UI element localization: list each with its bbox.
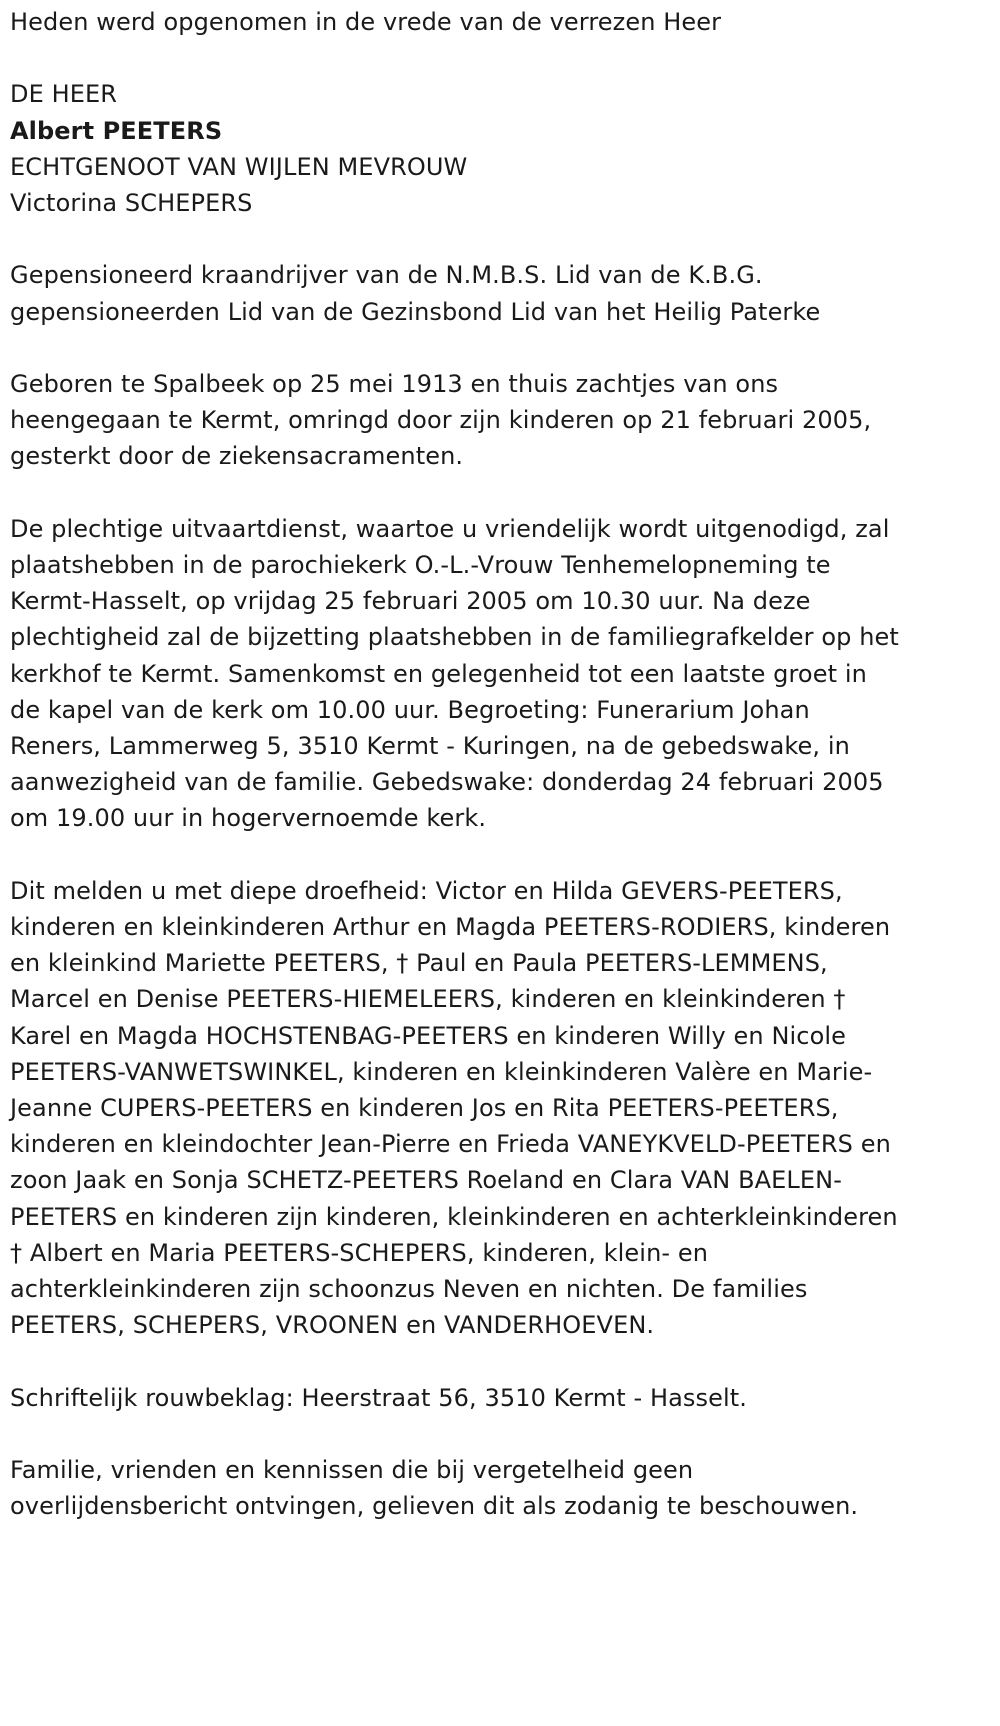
family-line: zoon Jaak en Sonja SCHETZ-PEETERS Roeland en Clara VAN BAELEN- [10,1166,842,1195]
family-line: achterkleinkinderen zijn schoonzus Neven en nichten. De families [10,1275,808,1304]
condolences-address: Schriftelijk rouwbeklag: Heerstraat 56, 3510 Kermt - Hasselt. [10,1383,747,1412]
closing-line: Familie, vrienden en kennissen die bij vergetelheid geen [10,1456,694,1485]
condolences-section [10,1380,990,1416]
funeral-section [10,511,990,837]
spouse-name: Victorina SCHEPERS [10,189,253,217]
intro-text: Heden werd opgenomen in de vrede van de verrezen Heer [10,8,722,36]
family-line: PEETERS-VANWETSWINKEL, kinderen en kleinkinderen Valère en Marie- [10,1057,873,1086]
occupation-line: Gepensioneerd kraandrijver van de N.M.B.S. Lid van de K.B.G. [10,261,763,290]
deceased-section [10,76,990,221]
closing-section [10,1452,990,1524]
birth-death-line: Geboren te Spalbeek op 25 mei 1913 en thuis zachtjes van ons [10,369,779,398]
occupation-line: gepensioneerden Lid van de Gezinsbond Lid van het Heilig Paterke [10,297,821,326]
funeral-line: plaatshebben in de parochiekerk O.-L.-Vrouw Tenhemelopneming te [10,550,831,579]
family-line: Dit melden u met diepe droefheid: Victor en Hilda GEVERS-PEETERS, [10,876,843,905]
funeral-line: Kermt-Hasselt, op vrijdag 25 februari 2005 om 10.30 uur. Na deze [10,587,811,616]
funeral-line: De plechtige uitvaartdienst, waartoe u vriendelijk wordt uitgenodigd, zal [10,514,890,543]
birth-death-line: gesterkt door de ziekensacramenten. [10,442,464,471]
family-line: en kleinkind Mariette PEETERS, † Paul en Paula PEETERS-LEMMENS, [10,949,828,978]
family-line: PEETERS, SCHEPERS, VROONEN en VANDERHOEVEN. [10,1311,655,1340]
funeral-line: kerkhof te Kermt. Samenkomst en gelegenheid tot een laatste groet in [10,659,867,688]
birth-death-line: heengegaan te Kermt, omringd door zijn kinderen op 21 februari 2005, [10,406,872,435]
deceased-relation: ECHTGENOOT VAN WIJLEN MEVROUW [10,152,468,181]
family-line: Marcel en Denise PEETERS-HIEMELEERS, kinderen en kleinkinderen † [10,985,846,1014]
funeral-line: de kapel van de kerk om 10.00 uur. Begroeting: Funerarium Johan [10,695,810,724]
family-section [10,873,990,1344]
family-line: kinderen en kleinkinderen Arthur en Magda PEETERS-RODIERS, kinderen [10,913,891,941]
family-line: kinderen en kleindochter Jean-Pierre en Frieda VANEYKVELD-PEETERS en [10,1130,891,1159]
family-line: Jeanne CUPERS-PEETERS en kinderen Jos en Rita PEETERS-PEETERS, [10,1094,839,1123]
funeral-line: aanwezigheid van de familie. Gebedswake: donderdag 24 februari 2005 [10,768,884,797]
funeral-line: plechtigheid zal de bijzetting plaatshebben in de familiegrafkelder op het [10,623,899,652]
birth-death-section [10,366,990,475]
funeral-line: om 19.00 uur in hogervernoemde kerk. [10,804,487,833]
funeral-line: Reners, Lammerweg 5, 3510 Kermt - Kuringen, na de gebedswake, in [10,732,850,760]
intro-section [10,4,990,40]
deceased-title: DE HEER [10,80,118,109]
occupation-section [10,257,990,329]
deceased-name: Albert PEETERS [10,116,223,145]
family-line: PEETERS en kinderen zijn kinderen, kleinkinderen en achterkleinkinderen [10,1202,898,1231]
family-line: † Albert en Maria PEETERS-SCHEPERS, kinderen, klein- en [10,1238,709,1267]
family-line: Karel en Magda HOCHSTENBAG-PEETERS en kinderen Willy en Nicole [10,1021,846,1050]
closing-line: overlijdensbericht ontvingen, gelieven dit als zodanig te beschouwen. [10,1492,859,1521]
